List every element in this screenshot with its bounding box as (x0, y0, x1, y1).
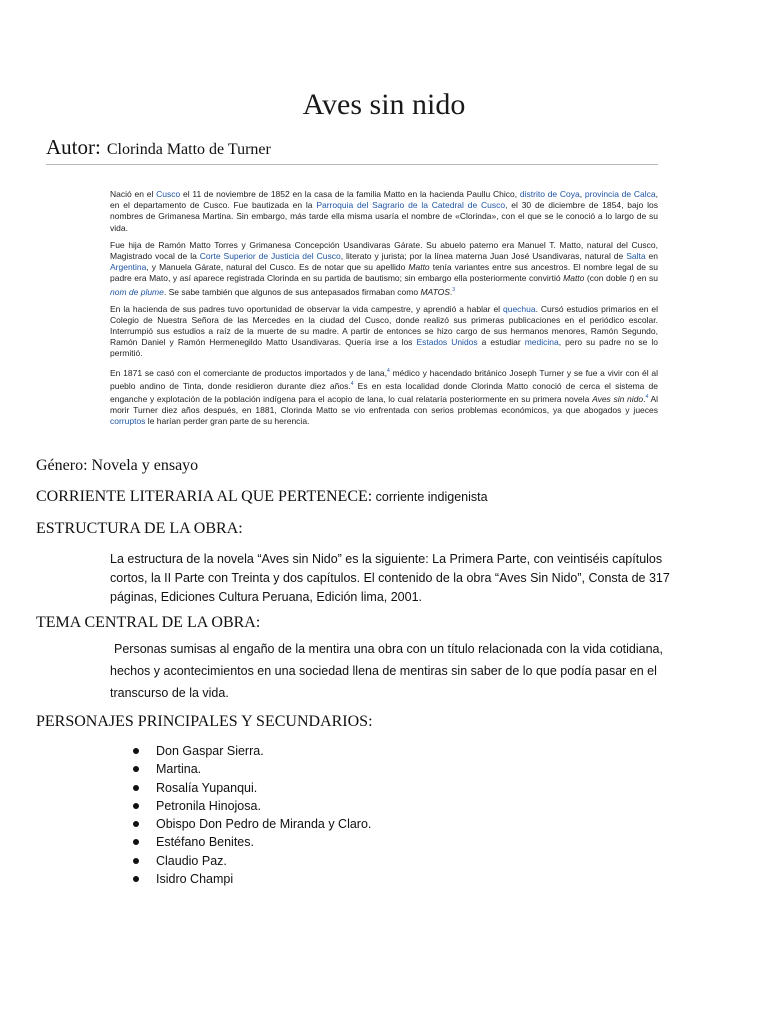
link-estados-unidos[interactable]: Estados Unidos (416, 337, 478, 348)
link-parroquia-sagrario[interactable]: Parroquia del Sagrario de la Catedral de Cusco (316, 200, 506, 211)
character-item: Martina. (130, 760, 371, 778)
link-cusco[interactable]: Cusco (156, 189, 181, 199)
literary-movement-value: corriente indigenista (372, 490, 488, 504)
theme-heading: TEMA CENTRAL DE LA OBRA: (36, 614, 261, 631)
theme-text: Personas sumisas al engaño de la mentira una obra con un título relacionada con la vida cotidiana, hechos y acontecimientos en una sociedad llena de mentiras sin saber de lo que podía pasar en el transcurso de la vida. (110, 642, 663, 700)
literary-movement-heading (36, 488, 488, 506)
link-salta[interactable]: Salta (626, 251, 646, 262)
citation-ref[interactable]: 4 (350, 380, 354, 387)
character-item: Rosalía Yupanqui. (130, 779, 371, 797)
link-corte-superior[interactable]: Corte Superior de Justicia del Cusco (199, 251, 341, 262)
character-item: Claudio Paz. (130, 852, 371, 870)
structure-heading: ESTRUCTURA DE LA OBRA: (36, 520, 243, 537)
citation-ref[interactable]: 3 (452, 286, 456, 293)
characters-list (130, 742, 371, 888)
author-biography (110, 189, 658, 433)
character-item: Isidro Champi (130, 870, 371, 888)
genre-heading: Género: Novela y ensayo (36, 457, 199, 474)
character-item: Obispo Don Pedro de Miranda y Claro. (130, 815, 371, 833)
bio-paragraph-1: Nació en el Cusco el 11 de noviembre de 1852 en la casa de la familia Matto en la hacienda Paullu Chico, distrito de Coya, provincia de Calca, en el departamento de Cusco. Fue bautizada en la Parroquia del Sagrario de la Catedral de Cusco, el 30 de diciembre de 1854, bajo los nombres de Grimanesa Martina. Sin embargo, más tarde ella misma usaría el nombre de «Clorinda», con el que se le conoció a lo largo de su vida. (110, 189, 659, 233)
link-corruptos[interactable]: corruptos (110, 415, 146, 426)
character-item: Estéfano Benites. (130, 833, 371, 851)
citation-ref[interactable]: 4 (645, 393, 649, 400)
link-argentina[interactable]: Argentina (110, 262, 147, 273)
bio-paragraph-2: Fue hija de Ramón Matto Torres y Grimanesa Concepción Usandivaras Gárate. Su abuelo paterno era Manuel T. Matto, natural del Cusco, Magistrado vocal de la Corte Superior de Justicia del Cusco, literato y jurista; por la línea materna Juan José Usandivaras, natural de Salta en Argentina, y Manuela Gárate, natural del Cusco. Es de notar que su apellido Matto tenía variantes entre sus ancestros. El nombre legal de su padre era Mato, y así aparece registrada Clorinda en su partida de bautismo; sin embargo ella posteriormente convirtió Matto (con doble t) en su nom de plume. Se sabe también que algunos de sus antepasados firmaban como MATOS.$^3$ (110, 239, 658, 297)
character-item: Petronila Hinojosa. (130, 797, 371, 815)
document-title: Aves sin nido (302, 88, 466, 121)
link-provincia-calca[interactable]: provincia de Calca (584, 189, 656, 199)
character-item: Don Gaspar Sierra. (130, 742, 371, 760)
characters-heading: PERSONAJES PRINCIPALES Y SECUNDARIOS: (36, 713, 373, 730)
link-quechua[interactable]: quechua (503, 303, 536, 314)
author-line (46, 135, 658, 165)
citation-ref[interactable]: 4 (386, 367, 390, 374)
link-nom-de-plume[interactable]: nom de plume (110, 286, 164, 297)
author-name: Clorinda Matto de Turner (106, 141, 271, 158)
link-distrito-coya[interactable]: distrito de Coya (519, 189, 580, 199)
bio-paragraph-4: En 1871 se casó con el comerciante de productos importados y de lana,$^4$ médico y hacendado británico Joseph Turner y se fue a vivir con él al pueblo andino de Tinta, donde residieron durante diez años.$^4$ Es en esta localidad donde Clorinda Matto conoció de cerca el sistema de enganche y explotación de la población indígena para el acopio de lana, lo cual relataría posteriormente en su primera novela Aves sin nido.$^4$ Al morir Turner diez años después, en 1881, Clorinda Matto se vio enfrentada con serios problemas económicos, ya que abogados y jueces corruptos le harían perder gran parte de su herencia. (110, 367, 659, 426)
author-label: Autor: (46, 135, 101, 159)
structure-text: La estructura de la novela “Aves sin Nido” es la siguiente: La Primera Parte, con veintiséis capítulos cortos, la II Parte con Treinta y dos capítulos. El contenido de la obra “Aves Sin Nido”, Consta de 317 páginas, Ediciones Cultura Peruana, Edición lima, 2001. (110, 552, 670, 604)
literary-movement-label: CORRIENTE LITERARIA AL QUE PERTENECE: (36, 488, 373, 505)
bio-paragraph-3: En la hacienda de sus padres tuvo oportunidad de observar la vida campestre, y aprendió a hablar el quechua. Cursó estudios primarios en el Colegio de Nuestra Señora de las Mercedes en la ciudad del Cusco, donde realizó sus primeras publicaciones en el periódico escolar. Interrumpió sus estudios a raíz de la muerte de su madre. A partir de entonces se hizo cargo de sus hermanos menores, Ramón Segundo, Ramón Daniel y Ramón Hermenegildo Matto Usandivaras. Quería irse a los Estados Unidos a estudiar medicina, pero su padre no se lo permitió. (110, 303, 659, 359)
link-medicina[interactable]: medicina (524, 337, 559, 348)
